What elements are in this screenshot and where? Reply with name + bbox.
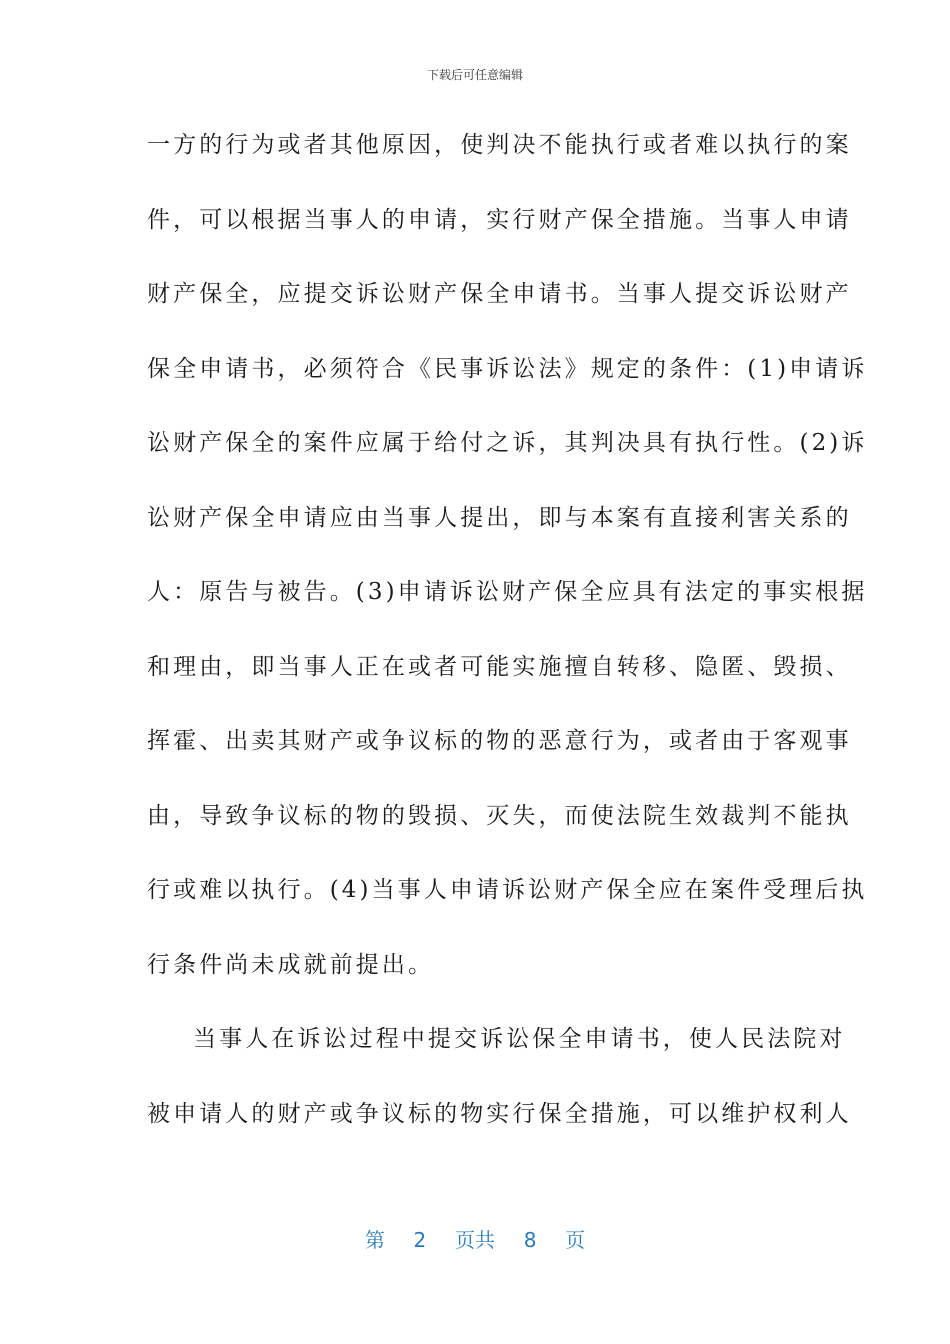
document-body <box>147 116 868 1159</box>
text-line: 件，可以根据当事人的申请，实行财产保全措施。当事人申请 <box>147 206 852 233</box>
footer-suffix: 页 <box>565 1228 586 1252</box>
text-line: 被申请人的财产或争议标的物实行保全措施，可以维护权利人 <box>147 1100 852 1127</box>
text-line: 挥霍、出卖其财产或争议标的物的恶意行为，或者由于客观事 <box>147 728 852 754</box>
paragraph-start-line: 当事人在诉讼过程中提交诉讼保全申请书，使人民法院对 <box>193 1026 846 1052</box>
text-line: 讼财产保全申请应由当事人提出，即与本案有直接利害关系的 <box>147 504 852 531</box>
text-line: 财产保全，应提交诉讼财产保全申请书。当事人提交诉讼财产 <box>147 281 852 307</box>
page-footer <box>0 1224 950 1253</box>
text-line: 一方的行为或者其他原因，使判决不能执行或者难以执行的案 <box>147 132 852 158</box>
header-note: 下载后可任意编辑 <box>426 68 523 82</box>
text-line: 和理由，即当事人正在或者可能实施擅自转移、隐匿、毁损、 <box>147 653 852 680</box>
total-pages-number: 8 <box>523 1228 537 1252</box>
current-page-number: 2 <box>413 1228 427 1252</box>
text-line: 讼财产保全的案件应属于给付之诉，其判决具有执行性。(2)诉 <box>147 430 868 456</box>
text-line: 由，导致争议标的物的毁损、灭失，而使法院生效裁判不能执 <box>147 802 852 829</box>
footer-middle: 页共 <box>455 1228 495 1252</box>
page-header <box>0 66 950 83</box>
text-line: 保全申请书，必须符合《民事诉讼法》规定的条件：(1)申请诉 <box>147 355 868 382</box>
text-line: 人：原告与被告。(3)申请诉讼财产保全应具有法定的事实根据 <box>147 579 868 605</box>
text-line: 行或难以执行。(4)当事人申请诉讼财产保全应在案件受理后执 <box>147 877 868 903</box>
footer-prefix: 第 <box>364 1228 385 1252</box>
text-line: 行条件尚未成就前提出。 <box>147 951 435 978</box>
